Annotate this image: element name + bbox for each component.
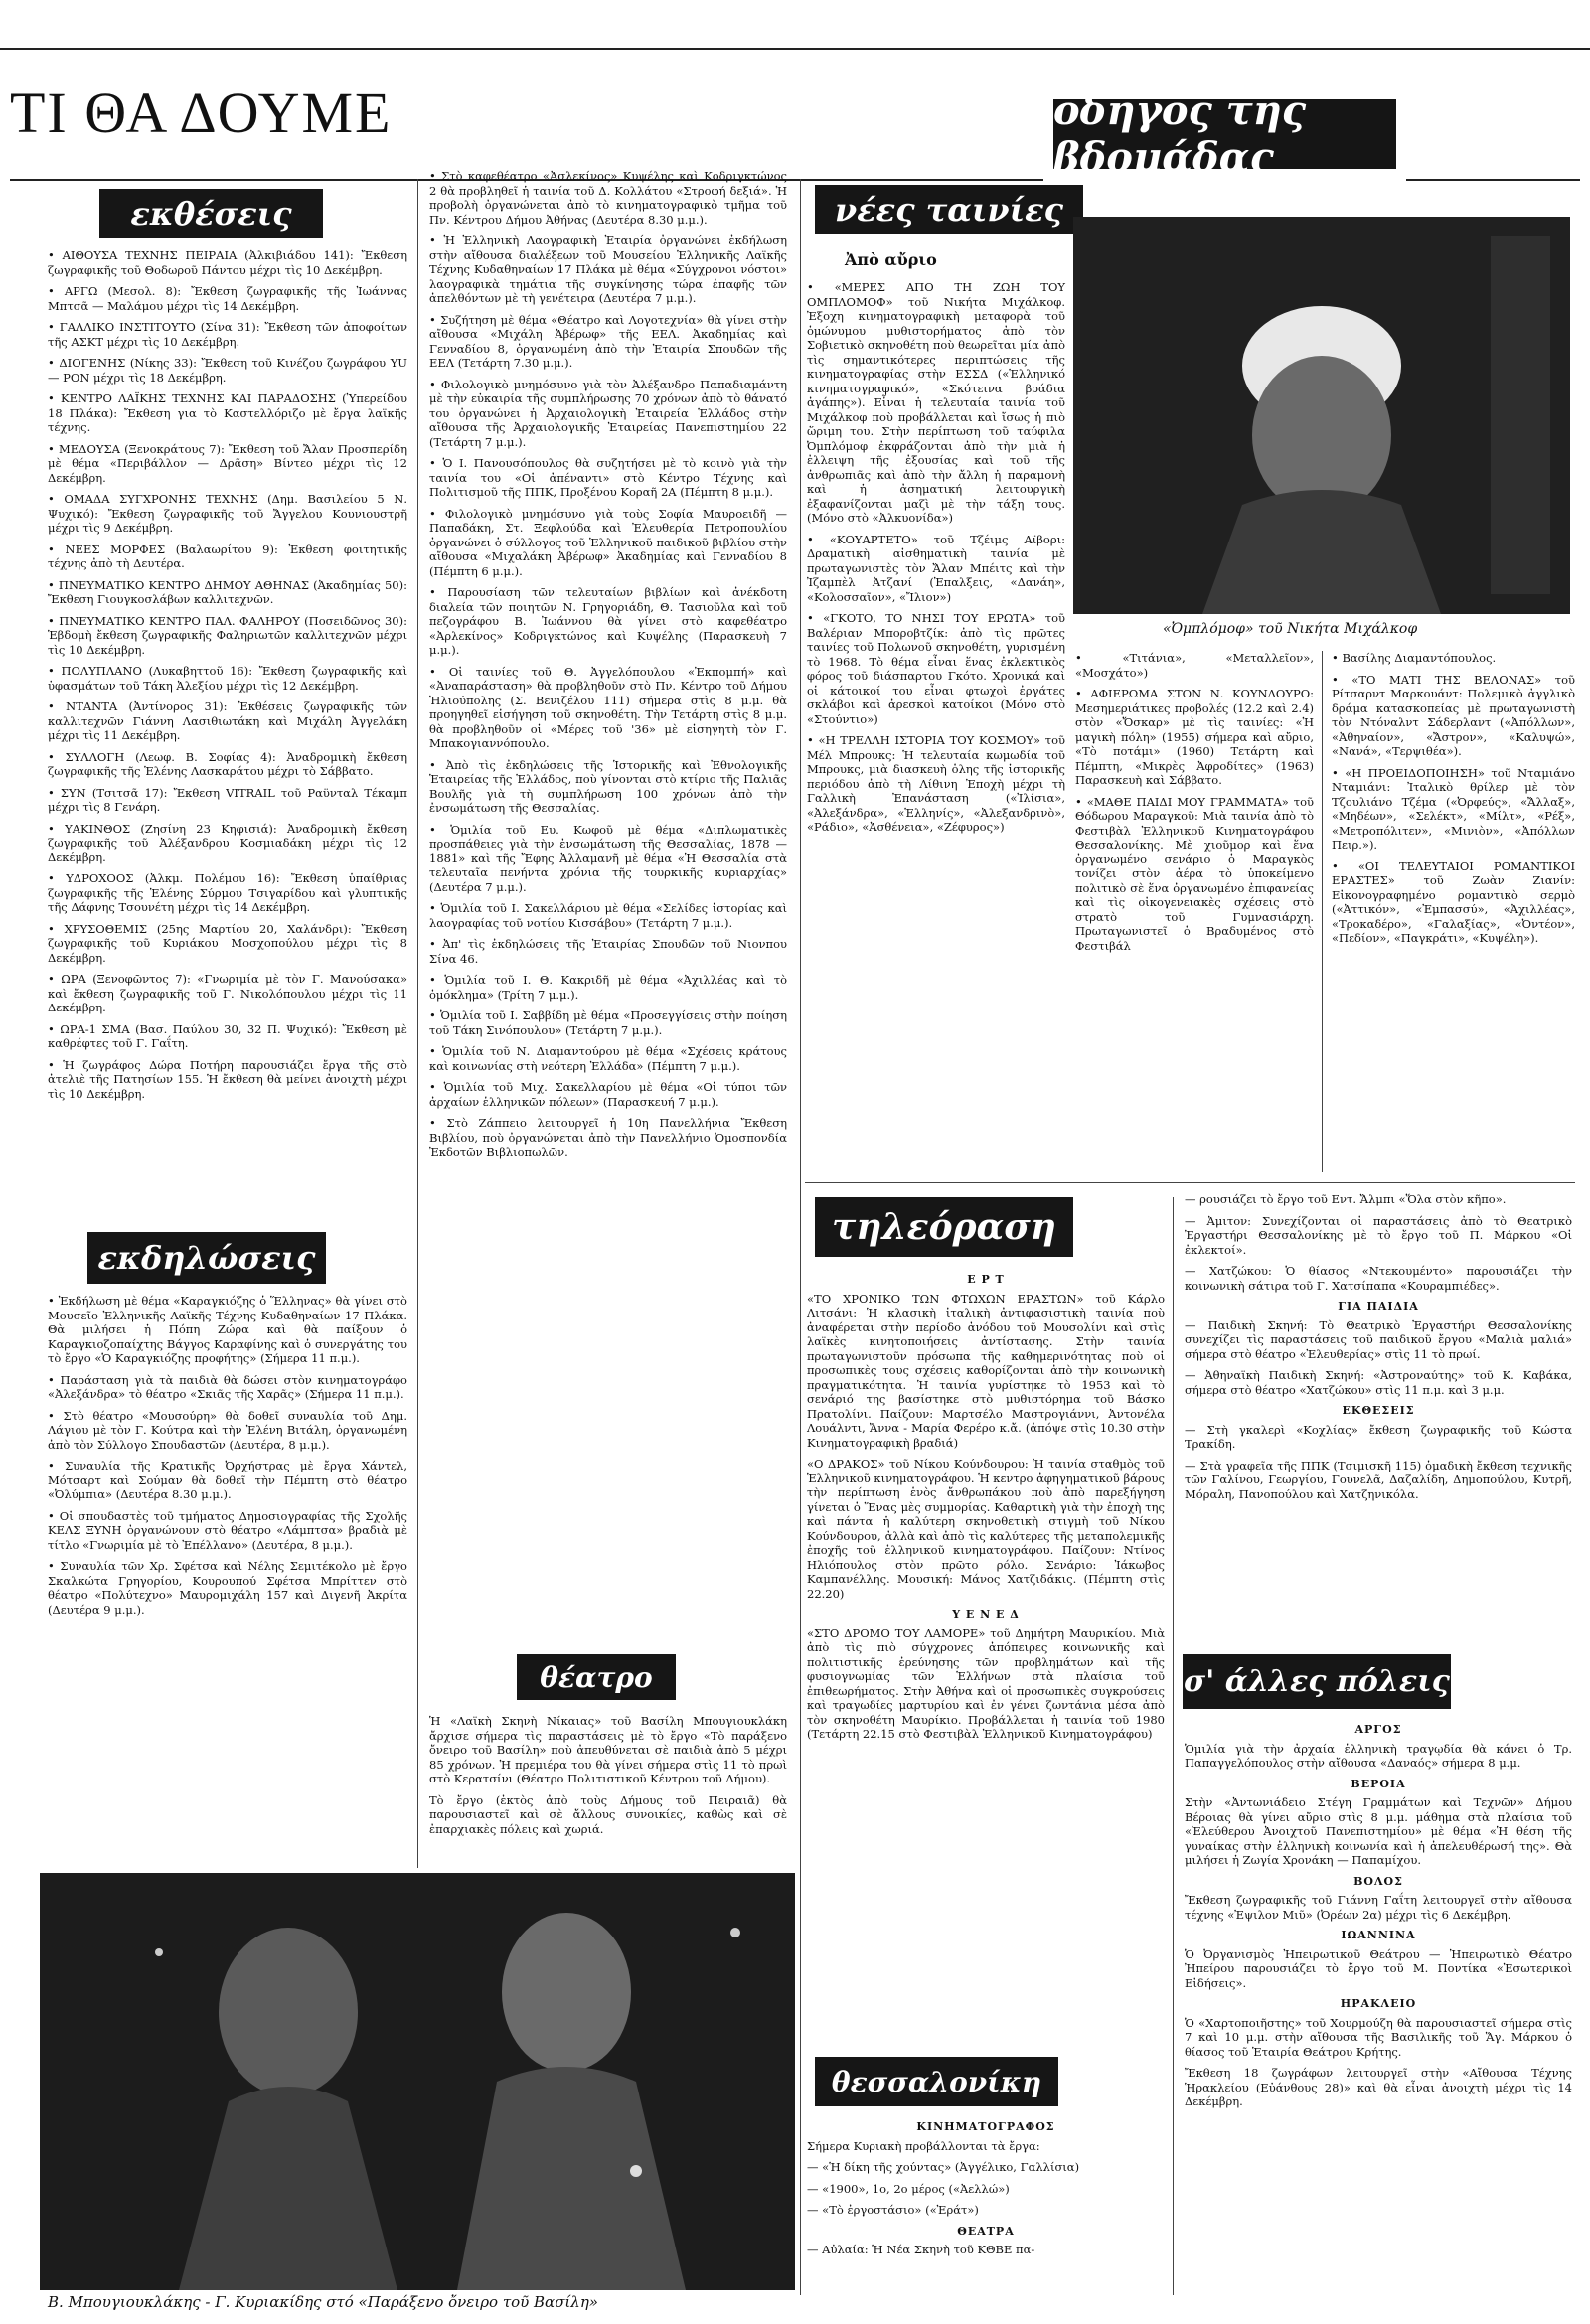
exhibition-item: • ΔΙΟΓΕΝΗΣ (Νίκης 33): Ἔκθεση τοῦ Κινέζου ζωγράφου YU — PON μέχρι τὶς 18 Δεκέμβρη.	[48, 356, 407, 385]
children-listing: — Ἀθηναϊκὴ Παιδικὴ Σκηνή: «Ἀστροναύτης» τοῦ Κ. Καβάκα, σήμερα στὸ θέατρο «Χατζώκου» στὶς 11 π.μ. καὶ 3 μ.μ.	[1185, 1368, 1572, 1397]
lecture-item: • Ὁμιλία τοῦ Ν. Διαμαντούρου μὲ θέμα «Σχέσεις κράτους καὶ κοινωνίας στὴ νεότερη Ἑλλάδα» (Πέμπτη 7 μ.μ.).	[429, 1044, 787, 1073]
section-new-films: νέες ταινίες	[815, 185, 1083, 234]
lecture-item: • Ὁμιλία τοῦ Ι. Σαββίδη μὲ θέμα «Προσεγγίσεις στὴν ποίηση τοῦ Τάκη Σινόπουλου» (Τετάρτη 7 μ.μ.).	[429, 1008, 787, 1037]
lecture-item: • Παρουσίαση τῶν τελευταίων βιβλίων καὶ ἀνέκδοτη διαλεία τῶν ποιητῶν Ν. Γρηγοριάδη, Θ. Τασιοῦλα καὶ τοῦ πεζογράφου Β. Ἰωάννου θὰ γίνει στὸ καφεθέατρο «Ἀρλεκίνος» Κοδριγκτώνος καὶ Κυψέλης (Παρασκευὴ 7 μ.μ.).	[429, 585, 787, 658]
lecture-item: • Στὸ Ζάππειο λειτουργεῖ ἡ 10η Πανελλήνια Ἔκθεση Βιβλίου, ποὺ ὀργανώνεται ἀπὸ τὴν Πανελλήνιο Ὁμοσπονδία Ἐκδοτῶν Βιβλιοπωλῶν.	[429, 1116, 787, 1160]
exhibition-item: • ΑΙΘΟΥΣΑ ΤΕΧΝΗΣ ΠΕΙΡΑΙΑ (Ἀλκιβιάδου 141): Ἔκθεση ζωγραφικῆς τοῦ Θοδωροῦ Πάντου μέχρι τὶς 10 Δεκέμβρη.	[48, 248, 407, 277]
lectures-column	[429, 169, 787, 1166]
column-divider-center	[800, 179, 801, 2295]
lecture-item: • Ἡ Ἑλληνικὴ Λαογραφικὴ Ἑταιρία ὀργανώνει ἐκδήλωση στὴν αἴθουσα διαλέξεων τοῦ Μουσείου Ἑλληνικῆς Λαϊκῆς Τέχνης Κυδαθηναίων 17 Πλάκα μὲ θέμα «Σύγχρονοι νόστοι» λαογραφικὰ τημάτια τῆς συγκίνησης τώρα ἐπαφῆς τῶν ἀπελθόντων μὲ τὴ γενέτειρα (Δευτέρα 7 μ.μ.).	[429, 233, 787, 306]
films-bottom-rule	[805, 1182, 1575, 1183]
ert-label: Ε Ρ Τ	[967, 1273, 1005, 1286]
exhibitions-label: ΕΚΘΕΣΕΙΣ	[1342, 1404, 1415, 1417]
oblomov-photo	[1073, 217, 1570, 614]
exhibition-item: • ΝΕΕΣ ΜΟΡΦΕΣ (Βαλαωρίτου 9): Ἐκθεση φοιτητικῆς τέχνης ἀπὸ τὴ Δευτέρα.	[48, 542, 407, 571]
films-column-b	[1075, 651, 1314, 960]
television-column	[807, 1267, 1165, 1749]
film-item: • «Η ΠΡΟΕΙΔΟΠΟΙΗΣΗ» τοῦ Νταμιάνο Νταμιάνι: Ἰταλικὸ θρίλερ μὲ τὸν Τζουλιάνο Τζέμα («Ὀρφεύς», «Ἄλλαξ», «Μηδέων», «Σελέκτ», «Μίλτ», «Ρέξ», «Μετροπόλιτεν», «Μινιὸν», «Ἀπόλλων Πειρ.»).	[1332, 766, 1575, 852]
yened-label: Υ Ε Ν Ε Δ	[952, 1608, 1020, 1621]
lecture-item: • Ὁ Ι. Πανουσόπουλος θὰ συζητήσει μὲ τὸ κοινὸ γιὰ τὴν ταινία του «Οἱ ἀπέναντι» στὸ Κέντρο Τέχνης καὶ Πολιτισμοῦ τῆς ΠΠΚ, Προξένου Κοραῆ 2Α (Πέμπτη 8 μ.μ.).	[429, 456, 787, 500]
oblomov-caption: «Ὀμπλόμοφ» τοῦ Νικήτα Μιχάλκοφ	[1163, 621, 1418, 637]
thessaloniki-column	[807, 2114, 1165, 2264]
tv-listing: «Ο ΔΡΑΚΟΣ» τοῦ Νίκου Κούνδουρου: Ἡ ταινία σταθμὸς τοῦ Ἑλληνικοῦ κινηματογράφου. Ἡ κεντρο ἀφηγηματικοῦ βάρους τὴν περίπτωση ἑνὸς ἄνθρωπάκου ποὺ ἀπὸ παρεξήγηση γίνεται ὁ Ἕνας μὲς συμμορίας. Καθαρτικὴ γιὰ τὴν ἐποχὴ της καὶ πάντα ἡ καλύτερη σκηνοθετικὴ στιγμὴ τοῦ Νίκου Κούνδουρου, ἀλλὰ καὶ ἀπὸ τὶς καλύτερες τῆς μεταπολεμικῆς ἐποχῆς τοῦ ἑλληνικοῦ κινηματογράφου. Παίζουν: Ντίνος Ηλιόπουλος στὸν πρῶτο ρόλο. Σενάριο: Ἰάκωβος Καμπανέλλης. Μουσική: Μάνος Χατζιδάκις. (Πέμπτη στὶς 22.20)	[807, 1457, 1165, 1601]
film-item: • «ΓΚΟΤΟ, ΤΟ ΝΗΣΙ ΤΟΥ ΕΡΩΤΑ» τοῦ Βαλέριαν Μποροβτζίκ: ἀπὸ τὶς πρῶτες ταινίες τοῦ Πολωνοῦ σκηνοθέτη, γυρισμένη τὸ 1968. Τὸ θέμα εἶναι ἕνας ἐκλεκτικὸς φόρος τοῦ διάσπαρτου Γκότο. Χρονικά καὶ οἱ κάτοικοί του εἶναι φτωχοὶ ἐργάτες σκλάβοι καὶ ἀρεσκοὶ κατοίκοι (Μόνο στὸ «Στούντιο»)	[807, 611, 1065, 726]
exhibition-item: • ΚΕΝΤΡΟ ΛΑΪΚΗΣ ΤΕΧΝΗΣ ΚΑΙ ΠΑΡΑΔΟΣΗΣ (Ὑπερείδου 18 Πλάκα): Ἔκθεση για τὸ Καστελλόριζο μὲ ἔργα λαϊκῆς τέχνης.	[48, 391, 407, 435]
theatre-column	[429, 1714, 787, 1843]
lecture-item: • Ὁμιλία τοῦ Μιχ. Σακελλαρίου μὲ θέμα «Οἱ τύποι τῶν ἀρχαίων ἑλληνικῶν πόλεων» (Παρασκευή 7 μ.μ.).	[429, 1080, 787, 1109]
lecture-item: • Φιλολογικὸ μνημόσυνο γιὰ τὸν Ἀλέξανδρο Παπαδιαμάντη μὲ τὴν εὐκαιρία τῆς συμπλήρωσης 70 χρόνων ἀπὸ τὸ θάνατό του ὀργανώνει ἡ Ἀρχαιολογικὴ Ἑταιρεία Ἑλλάδος στὴν αἴθουσα τῆς Ἀρχαιολογικῆς Ἑταιρείας Πανεπιστημίου 22 (Τετάρτη 7 μ.μ.).	[429, 378, 787, 450]
section-exhibitions: εκθέσεις	[99, 189, 323, 238]
column-divider	[417, 179, 418, 1868]
section-theatre: θέατρο	[517, 1654, 676, 1700]
children-label: ΓΙΑ ΠΑΙΔΙΑ	[1338, 1300, 1419, 1313]
tv-listing: «ΤΟ ΧΡΟΝΙΚΟ ΤΩΝ ΦΤΩΧΩΝ ΕΡΑΣΤΩΝ» τοῦ Κάρλο Λιτσάνι: Ἡ κλασικὴ ἰταλικὴ ἀντιφασιστικὴ ταινία ποὺ ἀναφέρεται στὴν περίοδο ἀνόδου τοῦ Μουσολίνι καὶ στὶς λαϊκὲς κινητοποιήσεις ἀντίστασης. Στὴν ταινία πρωταγωνιστοῦν πρόσωπα τῆς καθημερινότητας ποὺ οἱ προσωπικὲς τους σχέσεις καθορίζονται ἀπὸ τὴν κοινωνικὴ πραγματικότητα. Ἡ ταινία γυρίστηκε τὸ 1953 καὶ τὸ σενάριό της βασίστηκε στὸ μυθιστόρημα τοῦ Βάσκο Πρατολίνι. Παίζουν: Μαρτσέλο Μαστρογιάννι, Ἀντονέλα Λουάλντι, Ἄννα - Μαρία Φερέρο κ.ἄ. (ἀπόψε στὶς 10.30 στὴν Κινηματογραφικὴ βραδιά)	[807, 1291, 1165, 1450]
theatre-listing: — Ἀμιτον: Συνεχίζονται οἱ παραστάσεις ἀπὸ τὸ Θεατρικὸ Ἐργαστήρι Θεσσαλονίκης μὲ τὸ ἔργο τοῦ Π. Μάρκου «Οἱ ἐκλεκτοί».	[1185, 1214, 1572, 1258]
theatre-paragraph: Ἡ «Λαϊκὴ Σκηνὴ Νίκαιας» τοῦ Βασίλη Μπουγιουκλάκη ἄρχισε σήμερα τὶς παραστάσεις μὲ τὸ ἔργο «Τὸ παράξενο ὄνειρο τοῦ Βασίλη» ποὺ ἀπευθύνεται σὲ παιδιὰ ἀπὸ 5 μέχρι 85 χρόνων. Ἡ πρεμιέρα του θὰ γίνει σήμερα στὶς 11 τὸ πρωὶ στὸ Κερατσίνι (Θέατρο Πολιτιστικοῦ Κέντρου τοῦ Δήμου).	[429, 1714, 787, 1785]
film-item: • «ΟΙ ΤΕΛΕΥΤΑΙΟΙ ΡΟΜΑΝΤΙΚΟΙ ΕΡΑΣΤΕΣ» τοῦ Ζωὰν Ζιανίν: Εἰκονογραφημένο ρομαντικὸ σερμὸ («Ἀττικόν», «Ἐμπασσύ», «Ἀχιλλέας», «Τροκαδέρο», «Γαλαξίας», «Ὀντέον», «Πεδίον», «Παγκράτι», «Κυψέλη»).	[1332, 859, 1575, 946]
theatre-paragraph: Τὸ ἔργο (ἐκτὸς ἀπὸ τοὺς Δήμους τοῦ Πειραιᾶ) θὰ παρουσιαστεῖ καὶ σὲ ἄλλους συνοικίες, καθὼς καὶ σὲ ἐπαρχιακὲς πόλεις καὶ χωριά.	[429, 1792, 787, 1836]
lecture-item: • Στὸ καφεθέατρο «Ἀσλεκίνος» Κυψέλης καὶ Κοδριγκτώνος 2 θὰ προβληθεῖ ἡ ταινία τοῦ Δ. Κολλάτου «Στροφή δεξιά». Ἡ προβολὴ ὀργανώνεται ἀπὸ τὸ κινηματογραφικὸ τμῆμα τοῦ Πν. Κέντρου Δήμου Ἀθήνας (Δευτέρα 8.30 μ.μ.).	[429, 169, 787, 227]
film-item: • «Η ΤΡΕΛΛΗ ΙΣΤΟΡΙΑ ΤΟΥ ΚΟΣΜΟΥ» τοῦ Μέλ Μπρουκς: Ἡ τελευταία κωμωδία τοῦ Μπρουκς, μιὰ διασκευὴ ὁλης τῆς ἱστορικῆς περιόδου ἀπὸ τὴ Λίθινη Ἐποχὴ μέχρι τὴ Γαλλικὴ Ἐπανάσταση («Ἰλίσια», «Ἀλεξάνδρα», «Ἑλληνίς», «Ἀλεξανδρινὸ», «Ράδιο», «Ἀσθένεια», «Ζέφυρος»)	[807, 733, 1065, 835]
event-item: • Συναυλία τῆς Κρατικῆς Ὀρχήστρας μὲ ἔργα Χάντελ, Μότσαρτ καὶ Σούμαν θὰ δοθεῖ τὴν Πέμπτη στὸ θέατρο «Ὀλύμπια» (Δευτέρα 8.30 μ.μ.).	[48, 1459, 407, 1502]
films-divider	[1322, 651, 1323, 1172]
city-label: ΑΡΓΟΣ	[1354, 1723, 1402, 1736]
lecture-item: • Ὁμιλία τοῦ Ι. Σακελλάριου μὲ θέμα «Σελίδες ἱστορίας καὶ λαογραφίας τοῦ νοτίου Κισσάβου» (Τετάρτη 7 μ.μ.).	[429, 901, 787, 930]
theatre-listing: — Αὐλαία: Ἡ Νέα Σκηνὴ τοῦ ΚΘΒΕ πα-	[807, 2243, 1165, 2257]
event-item: • Στὸ θέατρο «Μουσούρη» θὰ δοθεῖ συναυλία τοῦ Δημ. Λάγιου μὲ τὸν Γ. Κούτρα καὶ τὴν Ἑλένη Βιτάλη, ὀργανωμένη ἀπὸ τὸν Σύλλογο Σπουδαστῶν (Δευτέρα, 8 μ.μ.).	[48, 1409, 407, 1453]
section-television: τηλεόραση	[815, 1197, 1073, 1257]
lecture-item: • Συζήτηση μὲ θέμα «Θέατρο καὶ Λογοτεχνία» θὰ γίνει στὴν αἴθουσα «Μιχάλη Ἀβέρωφ» τῆς ΕΕΛ. Ἀκαδημίας καὶ Γενναδίου 8, ὀργανωμένη ἀπὸ τὴν Ἑταιρία Σπουδῶν τῆς ΕΕΛ (Τετάρτη 7.30 μ.μ.).	[429, 313, 787, 371]
lecture-item: • Οἱ ταινίες τοῦ Θ. Ἀγγελόπουλου «Ἐκπομπή» καὶ «Ἀναπαράσταση» θὰ προβληθοῦν στὸ Πν. Κέντρο τοῦ Δήμου Ἡλιούπολης (Σ. Βενιζέλου 111) σήμερα στὶς 8 μ.μ. θὰ προηγηθεῖ εἰσήγηση τοῦ σκηνοθέτη. Τὴν Τετάρτη στὶς 8 μ.μ. θὰ προβληθοῦν οἱ «Μέρες τοῦ '36» μὲ εἰσηγητὴ τὸν Γ. Μπακογιαννόπουλο.	[429, 665, 787, 751]
city-label: ΗΡΑΚΛΕΙΟ	[1340, 1997, 1417, 2010]
section-thessaloniki: θεσσαλονίκη	[815, 2057, 1058, 2106]
exhibition-item: • ΩΡΑ (Ξενοφῶντος 7): «Γνωριμία μὲ τὸν Γ. Μανούσακα» καὶ ἔκθεση ζωγραφικῆς τοῦ Γ. Νικολόπουλου μέχρι τὶς 11 Δεκέμβρη.	[48, 972, 407, 1015]
lecture-item: • Ὁμιλία τοῦ Ι. Θ. Κακριδῆ μὲ θέμα «Ἀχιλλέας καὶ τὸ ὁμόκλημα» (Τρίτη 7 μ.μ.).	[429, 973, 787, 1002]
actors-photo-image	[40, 1873, 795, 2290]
film-item: • «ΜΑΘΕ ΠΑΙΔΙ ΜΟΥ ΓΡΑΜΜΑΤΑ» τοῦ Θόδωρου Μαραγκοῦ: Μιὰ ταινία ἀπὸ τὸ Φεστιβὰλ Ἑλληνικοῦ Κινηματογράφου Θεσσαλονίκης. Μὲ χιοῦμορ καὶ ἕνα ὀργανωμένο σενάριο ὁ Μαραγκὸς τονίζει στὸν ἀέρα τὸ ὑποκείμενο πολιτικὸ σὲ ἕνα ὀργανωμένο ἐπιφανείας καὶ τὶς οἰκογενειακὲς σχέσεις στὸ στρατὸ τοῦ Γυμνασιάρχη. Πρωταγωνιστεῖ ὁ Βραδυμένος στὸ Φεστιβάλ	[1075, 795, 1314, 954]
exhibition-item: • ΠΟΛΥΠΛΑΝΟ (Λυκαβηττοῦ 16): Ἔκθεση ζωγραφικῆς καὶ ὑφασμάτων τοῦ Τάκη Ἀλεξίου μέχρι τὶς 12 Δεκέμβρη.	[48, 664, 407, 693]
lecture-item: • Ὁμιλία τοῦ Ευ. Κωφοῦ μὲ θέμα «Διπλωματικὲς προσπάθειες γιὰ τὴν ἐνσωμάτωση τῆς Θεσσαλίας, 1878 — 1881» καὶ τῆς Ἔφης Ἀλλαμανῆ μὲ θέμα «Ἡ Θεσσαλία στὰ τελευταῖα πενήντα χρόνια τῆς τουρκικῆς κυριαρχίας» (Δευτέρα 7 μ.μ.).	[429, 823, 787, 895]
exhibition-item: • ΑΡΓΩ (Μεσολ. 8): Ἔκθεση ζωγραφικῆς τῆς Ἰωάννας Μπτσᾶ — Μαλάμου μέχρι τὶς 14 Δεκέμβρη.	[48, 284, 407, 313]
city-label: ΙΩΑΝΝΙΝΑ	[1341, 1929, 1416, 1941]
films-column-c	[1332, 651, 1575, 953]
film-item: • «ΤΟ ΜΑΤΙ ΤΗΣ ΒΕΛΟΝΑΣ» τοῦ Ρίτσαρντ Μαρκουάντ: Πολεμικὸ ἀγγλικὸ δράμα κατασκοπείας μὲ πρωταγωνιστὴ τὸν Ντόναλντ Σάδερλαντ («Ἀπόλλων», «Ἀθηναίον», «Ἄστρον», «Καλυψώ», «Νανά», «Τερψιθέα»).	[1332, 673, 1575, 759]
theatre-listing: — ρουσιάζει τὸ ἔργο τοῦ Εντ. Ἄλμπι «Ὅλα στὸν κῆπο».	[1185, 1192, 1572, 1207]
exhibition-item: • ΥΔΡΟΧΟΟΣ (Ἀλκμ. Πολέμου 16): Ἔκθεση ὑπαίθριας ζωγραφικῆς τῆς Ἑλένης Σύρμου Τσιγαρίδου καὶ γλυπτικῆς τῆς Δάφνης Τσουνέτη μέχρι τὶς 14 Δεκέμβρη.	[48, 871, 407, 915]
other-cities-column	[1185, 1717, 1572, 2116]
film-item: • ΑΦΙΕΡΩΜΑ ΣΤΟΝ Ν. ΚΟΥΝΔΟΥΡΟ: Μεσημεριάτικες προβολές (12.2 καὶ 2.4) στὸν «Ὄσκαρ» μὲ τὶς ταινίες: «Ἡ μαγικὴ πόλη» (1955) σήμερα καὶ αὔριο, «Τὸ ποτάμι» (1960) Τετάρτη καὶ Πέμπτη, «Μικρὲς Ἀφροδίτες» (1963) Παρασκευὴ καὶ Σάββατο.	[1075, 687, 1314, 788]
exhibition-item: • ΠΝΕΥΜΑΤΙΚΟ ΚΕΝΤΡΟ ΠΑΛ. ΦΑΛΗΡΟΥ (Ποσειδῶνος 30): Ἑβδομὴ ἔκθεση ζωγραφικῆς Φαληριωτῶν καλλιτεχνῶν μέχρι τὶς 10 Δεκέμβρη.	[48, 614, 407, 658]
cinema-listing: — «1900», 1ο, 2ο μέρος («Ἀελλώ»)	[807, 2182, 1165, 2197]
exhibition-item: • ΠΝΕΥΜΑΤΙΚΟ ΚΕΝΤΡΟ ΔΗΜΟΥ ΑΘΗΝΑΣ (Ἀκαδημίας 50): Ἔκθεση Γιουγκοσλάβων καλλιτεχνῶν.	[48, 578, 407, 607]
header-rule-right	[1406, 179, 1580, 181]
city-label: ΒΕΡΟΙΑ	[1351, 1777, 1406, 1790]
tv-listing: «ΣΤΟ ΔΡΟΜΟ ΤΟΥ ΛΑΜΟΡΕ» τοῦ Δημήτρη Μαυρικίου. Μιὰ ἀπὸ τὶς πιὸ σύγχρονες ἀπόπειρες κοινωνικῆς καὶ πολιτιστικῆς ἐρεύνησης τῶν προβλημάτων καὶ τῆς φυσιογνωμίας τῶν Ἑλλήνων στὰ πλαίσια τοῦ ἐπιθεωρήματος. Στὴν Ἀθήνα καὶ οἱ προσωπικὲς συγκρούσεις καὶ τραγωδίες μαρτυρίου καὶ ἐν γένει ζωντάνια μέσα ἀπὸ τὸν σκηνοθέτη Μαυρίκιο. Προβάλλεται ἡ ταινία τοῦ 1980 (Τετάρτη 22.15 στὸ Φεστιβὰλ Ἑλληνικοῦ Κινηματογράφου)	[807, 1626, 1165, 1741]
events-column	[48, 1294, 407, 1624]
film-item: • «ΚΟΥΑΡΤΕΤΟ» τοῦ Τζέιμς Αϊβορι: Δραματικὴ αἰσθηματικὴ ταινία μὲ πρωταγωνιστὲς τὸν Ἄλαν Μπέιτς καὶ τὴν Ἰζαμπὲλ Ἀτζανί (Ἐπαλξεις, «Δανάη», «Κολοσσαῖον», «Ἴλιον»)	[807, 533, 1065, 605]
tv-divider	[1173, 1197, 1174, 2295]
city-listing: Ὁ Ὀργανισμὸς Ἠπειρωτικοῦ Θεάτρου — Ἠπειρωτικὸ Θέατρο Ἠπείρου παρουσιάζει τὸ ἔργο τοῦ Μ. Ποντίκα «Ἐσωτερικοὶ Εἰδήσεις».	[1185, 1946, 1572, 1990]
exhibition-item: • ΣΥΝ (Τσιτσᾶ 17): Ἔκθεση VITRAIL τοῦ Ραϋνταλ Τέκαμπ μέχρι τὶς 8 Γενάρη.	[48, 786, 407, 815]
city-label: ΒΟΛΟΣ	[1353, 1874, 1403, 1888]
event-item: • Παράσταση γιὰ τὰ παιδιὰ θὰ δώσει στὸν κινηματογράφο «Ἀλεξάνδρα» τὸ θέατρο «Σκιᾶς τῆς Χαρᾶς» (Σήμερα 11 π.μ.).	[48, 1373, 407, 1402]
city-listing: Ὁ «Χαρτοποιῆστης» τοῦ Χουρμούζη θὰ παρουσιαστεῖ σήμερα στὶς 7 καὶ 10 μ.μ. στὴν αἴθουσα τῆς Βασιλικῆς τοῦ Ἅγ. Μάρκου ὁ θίασος τοῦ Ἑταιρία Θεάτρου Κρήτης.	[1185, 2015, 1572, 2059]
film-item: • «ΜΕΡΕΣ ΑΠΟ ΤΗ ΖΩΗ ΤΟΥ ΟΜΠΛΟΜΟΦ» τοῦ Νικήτα Μιχάλκοφ. Ἐξοχη κινηματογραφικὴ μεταφορὰ τοῦ ὁμώνυμου μυθιστορήματος ἀπὸ τὸν Σοβιετικὸ σκηνοθέτη ποὺ θεωρεῖται μία ἀπὸ τὶς σημαντικότερες περιπτώσεις τῆς κινηματογραφίας στὴν ΕΣΣΔ («Ἑλληνικό κινηματογραφικό», «Σκότεινα βράδια ἀγάπης»). Εἶναι ἡ τελευταία ταινία τοῦ Μιχάλκοφ ποὺ προβάλλεται καὶ ἴσως ἡ πιὸ ὥριμη του. Στὴν περίπτωση τοῦ ταύφιλα Ὀμπλόμοφ ἐκφράζονται ἀπὸ τὴν μιὰ ἡ ἐλλειψη τῆς ἐξουσίας καὶ τοῦ τῆς ἀνθρωπιᾶς καὶ ἀπὸ τὴν ἄλλη ἡ παραμονὴ καὶ ἡ ἀσηματική λειτουργικὴ ἐξαφανίζονται μαζὶ μὲ τὴν τάξη τους. (Μόνο στὸ «Ἀλκυονίδα»)	[807, 280, 1065, 526]
film-item: • Βασίλης Διαμαντόπουλος.	[1332, 651, 1575, 666]
exhibition-item: • ΟΜΑΔΑ ΣΥΓΧΡΟΝΗΣ ΤΕΧΝΗΣ (Δημ. Βασιλείου 5 Ν. Ψυχικό): Ἔκθεση ζωγραφικῆς τοῦ Ἄγγελου Κουνιουστρῆ μέχρι τὶς 9 Δεκέμβρη.	[48, 492, 407, 536]
exhibition-item: • ΥΑΚΙΝΘΟΣ (Ζησίνη 23 Κηφισιά): Ἀναδρομικὴ ἔκθεση ζωγραφικῆς τοῦ Ἀλέξανδρου Κοσμιαδάκη μέχρι τὶς 12 Δεκέμβρη.	[48, 822, 407, 865]
exhibition-item: • ΩΡΑ-1 ΣΜΑ (Βασ. Παύλου 30, 32 Π. Ψυχικό): Ἔκθεση μὲ καθρέφτες τοῦ Γ. Γαΐτη.	[48, 1022, 407, 1051]
masthead-title: ΤΙ ΘΑ ΔΟΥΜΕ	[10, 80, 393, 145]
exhibition-item: • ΜΕΔΟΥΣΑ (Ξενοκράτους 7): Ἔκθεση τοῦ Ἄλαν Προσπερίδη μὲ θέμα «Περιβάλλον — Δρᾶση» Βίντεο μέχρι τὶς 12 Δεκέμβρη.	[48, 442, 407, 486]
film-item: • «Τιτάνια», «Μεταλλεῖον», «Μοσχάτο»)	[1075, 651, 1314, 680]
city-listing: Ἔκθεση 18 ζωγράφων λειτουργεῖ στὴν «Αἴθουσα Τέχνης Ἡρακλείου (Εὐάνθους 28)» καὶ θὰ εἶναι ἀνοιχτὴ μέχρι τὶς 14 Δεκέμβρη.	[1185, 2066, 1572, 2108]
films-column-a	[807, 280, 1065, 842]
event-item: • Ἐκδήλωση μὲ θέμα «Καραγκιόζης ὁ Ἕλληνας» θὰ γίνει στὸ Μουσεῖο Ἑλληνικῆς Λαϊκῆς Τέχνης Κυδαθηναίων 17 Πλάκα. Θὰ μιλήσει ἡ Πόπη Ζώρα καὶ θὰ παίξουν ὁ Καραγκιοζοπαίχτης Βάγγος Καραφίνης καὶ ὁ συνεργάτης του τὸ ἔργο «Ὁ Καραγκιόζης προφήτης» (Σήμερα 11 π.μ.).	[48, 1294, 407, 1366]
cinema-intro: Σήμερα Κυριακὴ προβάλλονται τὰ ἔργα:	[807, 2138, 1040, 2153]
exhibition-item: • ΓΑΛΛΙΚΟ ΙΝΣΤΙΤΟΥΤΟ (Σίνα 31): Ἔκθεση τῶν ἀποφοίτων τῆς ΑΣΚΤ μέχρι τὶς 10 Δεκέμβρη.	[48, 320, 407, 349]
city-listing: Ἔκθεση ζωγραφικῆς τοῦ Γιάννη Γαΐτη λειτουργεῖ στὴν αἴθουσα τέχνης «Ἐψιλον Μιῦ» (Ὀρέων 2α) μέχρι τὶς 6 Δεκέμβρη.	[1185, 1893, 1572, 1922]
theatre-photo	[40, 1873, 795, 2290]
lecture-item: • Φιλολογικὸ μνημόσυνο γιὰ τοὺς Σοφία Μαυροειδῆ — Παπαδάκη, Στ. Ξεφλούδα καὶ Ἐλευθερία Πετροπουλίου ὀργανώνει ὁ σύλλογος τοῦ Ἑλληνικοῦ παιδικοῦ βιβλίου στὴν αἴθουσα «Μιχαλάκη Ἀβέρωφ» Ἀκαδημίας καὶ Γενναδίου 8 (Πέμπτη 6 μ.μ.).	[429, 507, 787, 579]
guide-banner: οδηγός της βδομάδας	[1053, 99, 1396, 169]
section-other-cities: σ' άλλες πόλεις	[1183, 1654, 1451, 1709]
exhibition-item: • ΣΥΛΛΟΓΗ (Λεωφ. Β. Σοφίας 4): Ἀναδρομικὴ ἔκθεση ζωγραφικῆς τῆς Ἑλένης Λασκαράτου μέχρι τὸ Σάββατο.	[48, 750, 407, 779]
exhibition-listing: — Στὴ γκαλερὶ «Κοχλίας» ἔκθεση ζωγραφικῆς τοῦ Κώστα Τρακίδη.	[1185, 1423, 1572, 1452]
cinema-label: ΚΙΝΗΜΑΤΟΓΡΑΦΟΣ	[916, 2120, 1055, 2133]
exhibition-item: • ΝΤΑΝΤΑ (Ἀντίνορος 31): Ἐκθέσεις ζωγραφικῆς τῶν καλλιτεχνῶν Γιάννη Λασιθιωτάκη καὶ Μιχάλη Ἀγγελάκη μέχρι τὶς 11 Δεκέμβρη.	[48, 699, 407, 743]
exhibition-item: • Ἡ ζωγράφος Δώρα Ποτήρη παρουσιάζει ἔργα τῆς στὸ ἀτελιὲ τῆς Πατησίων 155. Ἡ ἔκθεση θὰ μείνει ἀνοιχτὴ μέχρι τὶς 10 Δεκέμβρη.	[48, 1058, 407, 1102]
event-item: • Οἱ σπουδαστὲς τοῦ τμήματος Δημοσιογραφίας τῆς Σχολῆς ΚΕΛΣ ΞΥΝΗ ὀργανώνουν στὸ θέατρο «Λάμπτσα» βραδιὰ μὲ τίτλο «Γνωριμία μὲ τὸ Ἐπέλλανο» (Δευτέρα, 8 μ.μ.).	[48, 1509, 407, 1553]
lecture-item: • Ἀπὸ τὶς ἐκδηλώσεις τῆς Ἱστορικῆς καὶ Ἐθνολογικῆς Ἑταιρείας τῆς Ἑλλάδος, ποὺ γίνονται στὸ κτίριο τῆς Παλιᾶς Βουλῆς γιὰ τὴ συμπλήρωση 100 χρόνων ἀπὸ τὴν ἐνσωμάτωση τῆς Θεσσαλίας.	[429, 758, 787, 816]
city-listing: Ὁμιλία γιὰ τὴν ἀρχαία ἑλληνικὴ τραγῳδία θὰ κάνει ὁ Τρ. Παπαγγελόπουλος στὴν αἴθουσα «Δαναός» σήμερα 8 μ.μ.	[1185, 1741, 1572, 1770]
exhibitions-column	[48, 248, 407, 1108]
cinema-listing: — «Τὸ ἐργοστάσιο» («Ἐράτ»)	[807, 2203, 1165, 2218]
theatres-label: ΘΕΑΤΡΑ	[957, 2224, 1015, 2238]
event-item: • Συναυλία τῶν Χρ. Σφέτσα καὶ Νέλης Σεμιτέκολο μὲ ἔργο Σκαλκώτα Γρηγορίου, Κουρουπού Σφέτσα Μπρίττεν στὸ θέατρο «Πολύτεχνο» Μαυρομιχάλη 157 καὶ Διγενῆ Ἀκρίτα (Δευτέρα 9 μ.μ.).	[48, 1559, 407, 1617]
section-events: εκδηλώσεις	[87, 1232, 326, 1284]
lecture-item: • Ἀπ' τὶς ἐκδηλώσεις τῆς Ἑταιρίας Σπουδῶν τοῦ Νιονπου Σίνα 46.	[429, 937, 787, 966]
theatre-photo-caption: Β. Μπουγιουκλάκης - Γ. Κυριακίδης στό «Παράξενο ὄνειρο τοῦ Βασίλη»	[48, 2293, 598, 2311]
from-tomorrow-heading: Ἀπὸ αὔριο	[845, 250, 937, 269]
top-rule	[0, 48, 1590, 50]
city-listing: Στὴν «Ἀντωνιάδειο Στέγη Γραμμάτων καὶ Τεχνῶν» Δήμου Βέροιας θὰ γίνει αὔριο στὶς 8 μ.μ. μάθημα στὰ πλαίσια τοῦ «Ἐλεύθερου Ἀνοιχτοῦ Πανεπιστημίου» μὲ θέμα «Ἡ θέση τῆς γυναίκας στὴν ἑλληνικὴ κοινωνία καὶ ἡ ἀπελευθέρωσή της». Θὰ μιλήσει ἡ Ζωγία Χρονάκη — Παπαμίχου.	[1185, 1795, 1572, 1867]
children-listing: — Παιδικὴ Σκηνή: Τὸ Θεατρικὸ Ἐργαστήρι Θεσσαλονίκης συνεχίζει τὶς παραστάσεις τοῦ παιδικοῦ ἔργου «Μαλιὰ μαλιά» σήμερα στὸ θέατρο «Ἐλευθερίας» στὶς 11 τὸ πρωί.	[1185, 1318, 1572, 1362]
cinema-listing: — «Ἡ δίκη τῆς χούντας» (Ἀγγέλικο, Γαλλίσια)	[807, 2160, 1165, 2175]
theatre-thessaloniki-column	[1185, 1192, 1572, 1508]
oblomov-photo-image	[1073, 217, 1570, 614]
theatre-listing: — Χατζώκου: Ὁ θίασος «Ντεκουμέντο» παρουσιάζει τὴν κοινωνικὴ σάτιρα τοῦ Γ. Χατσίπαπα «Κουραμπιέδες».	[1185, 1264, 1572, 1293]
exhibition-item: • ΧΡΥΣΟΘΕΜΙΣ (25ης Μαρτίου 20, Χαλάνδρι): Ἔκθεση ζωγραφικῆς τοῦ Κυριάκου Μοσχοπούλου μέχρι τὶς 8 Δεκέμβρη.	[48, 922, 407, 966]
exhibition-listing: — Στὰ γραφεῖα τῆς ΠΠΚ (Τσιμισκῆ 115) ὁμαδικὴ ἔκθεση τεχνικῆς τῶν Γαλίνου, Γεωργίου, Γουνελᾶ, Δαζαλίδη, Δημοπούλου, Κυτρῆ, Μόραλη, Πανοπούλου καὶ Χατζηνικόλα.	[1185, 1459, 1572, 1502]
